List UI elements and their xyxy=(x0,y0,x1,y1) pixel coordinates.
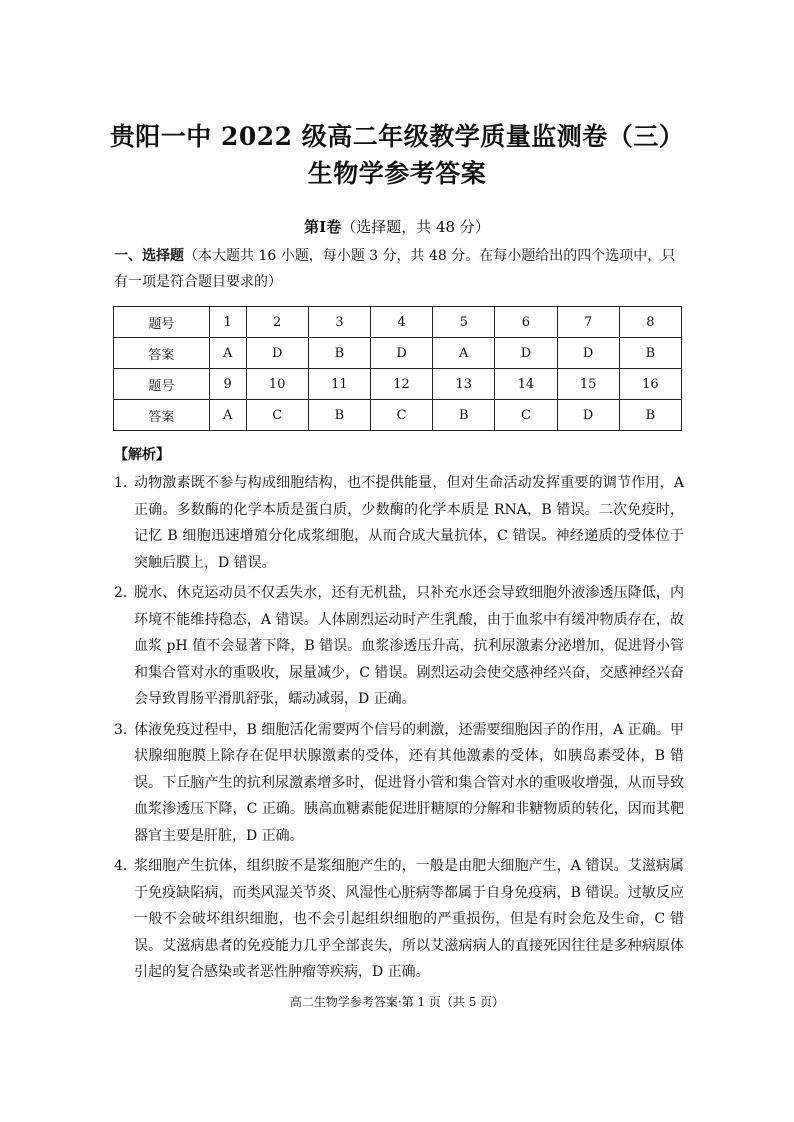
item-number: 1． xyxy=(114,475,137,491)
table-cell: 8 xyxy=(619,307,681,338)
item-text: 动物激素既不参与构成细胞结构，也不提供能量，但对生命活动发挥重要的调节作用，A 正确。多数酶的化学本质是蛋白质，少数酶的化学本质是 RNA，B 错误。二次免疫时，记忆 B 细胞迅速增殖分化成浆细胞，从而合成大量抗体，C 错误。神经递质的受体位于突触后膜上，D 错误。 xyxy=(134,475,684,571)
list-item xyxy=(114,853,684,986)
table-cell: A xyxy=(433,338,495,369)
table-cell: 9 xyxy=(209,369,246,400)
intro-text: （本大题共 16 小题，每小题 3 分，共 48 分。在每小题给出的四个选项中，只有一项是符合题目要求的） xyxy=(114,248,676,290)
table-row-header: 答案 xyxy=(114,338,210,369)
page-footer: 高二生物学参考答案·第 1 页（共 5 页） xyxy=(289,995,505,1009)
table-cell: B xyxy=(308,400,370,431)
table-cell: 13 xyxy=(433,369,495,400)
table-cell: B xyxy=(433,400,495,431)
title-line2: 生物学参考答案 xyxy=(307,159,487,188)
table-row xyxy=(114,307,682,338)
section-heading xyxy=(0,216,794,237)
table-cell: 3 xyxy=(308,307,370,338)
section-label: 第Ⅰ卷 xyxy=(304,218,342,236)
list-item xyxy=(114,580,684,713)
table-row-header: 题号 xyxy=(114,369,210,400)
table-row xyxy=(114,338,682,369)
item-text: 浆细胞产生抗体，组织胺不是浆细胞产生的，一般是由肥大细胞产生，A 错误。艾滋病属于免疫缺陷病，而类风湿关节炎、风湿性心脏病等都属于自身免疫病，B 错误。过敏反应一般不会破坏组织细胞，也不会引起组织细胞的严重损伤，但是有时会危及生命，C 错误。艾滋病患者的免疫能力几乎全部丧失，所以艾滋病病人的直接死因往往是多种病原体引起的复合感染或者恶性肿瘤等疾病，D 正确。 xyxy=(134,858,684,980)
table-cell: C xyxy=(495,400,557,431)
intro-paragraph xyxy=(114,243,684,295)
table-cell: B xyxy=(619,400,681,431)
table-cell: 5 xyxy=(433,307,495,338)
answer-table xyxy=(113,306,682,431)
list-item xyxy=(114,717,684,850)
table-cell: 6 xyxy=(495,307,557,338)
table-row-header: 题号 xyxy=(114,307,210,338)
table-cell: D xyxy=(557,400,619,431)
table-cell: A xyxy=(209,400,246,431)
table-cell: 10 xyxy=(246,369,308,400)
table-cell: 14 xyxy=(495,369,557,400)
table-cell: 2 xyxy=(246,307,308,338)
table-cell: 7 xyxy=(557,307,619,338)
analysis-label: 【解析】 xyxy=(114,447,170,463)
intro-label: 一、选择题 xyxy=(114,248,184,264)
table-row-header: 答案 xyxy=(114,400,210,431)
analysis-list xyxy=(114,470,684,990)
table-cell: D xyxy=(370,338,432,369)
table-row xyxy=(114,400,682,431)
section-paren: （选择题，共 48 分） xyxy=(341,218,490,236)
table-cell: 4 xyxy=(370,307,432,338)
table-cell: 15 xyxy=(557,369,619,400)
table-cell: B xyxy=(308,338,370,369)
item-number: 4． xyxy=(114,858,137,874)
list-item xyxy=(114,470,684,576)
table-cell: D xyxy=(557,338,619,369)
item-text: 体液免疫过程中，B 细胞活化需要两个信号的刺激，还需要细胞因子的作用，A 正确。甲状腺细胞膜上除存在促甲状腺激素的受体，还有其他激素的受体，如胰岛素受体，B 错误。下丘脑产生的抗利尿激素增多时，促进肾小管和集合管对水的重吸收增强，从而导致血浆渗透压下降，C 正确。胰高血糖素能促进肝糖原的分解和非糖物质的转化，因而其靶器官主要是肝脏，D 正确。 xyxy=(134,721,684,844)
table-cell: A xyxy=(209,338,246,369)
item-text: 脱水、休克运动员不仅丢失水，还有无机盐，只补充水还会导致细胞外液渗透压降低，内环境不能维持稳态，A 错误。人体剧烈运动时产生乳酸，由于血浆中有缓冲物质存在，故血浆 pH 值不会显著下降，B 错误。血浆渗透压升高，抗利尿激素分泌增加，促进肾小管和集合管对水的重吸收，尿量减少，C 错误。剧烈运动会使交感神经兴奋，交感神经兴奋会导致胃肠平滑肌舒张，蠕动减弱，D 正确。 xyxy=(134,585,684,707)
item-number: 2． xyxy=(114,585,137,601)
table-cell: B xyxy=(619,338,681,369)
table-row xyxy=(114,369,682,400)
table-cell: D xyxy=(246,338,308,369)
table-cell: C xyxy=(246,400,308,431)
table-cell: D xyxy=(495,338,557,369)
table-cell: 12 xyxy=(370,369,432,400)
item-number: 3． xyxy=(114,721,137,738)
table-cell: 11 xyxy=(308,369,370,400)
table-cell: 1 xyxy=(209,307,246,338)
table-cell: C xyxy=(370,400,432,431)
title-line1: 贵阳一中 2022 级高二年级教学质量监测卷（三） xyxy=(109,122,685,151)
table-cell: 16 xyxy=(619,369,681,400)
